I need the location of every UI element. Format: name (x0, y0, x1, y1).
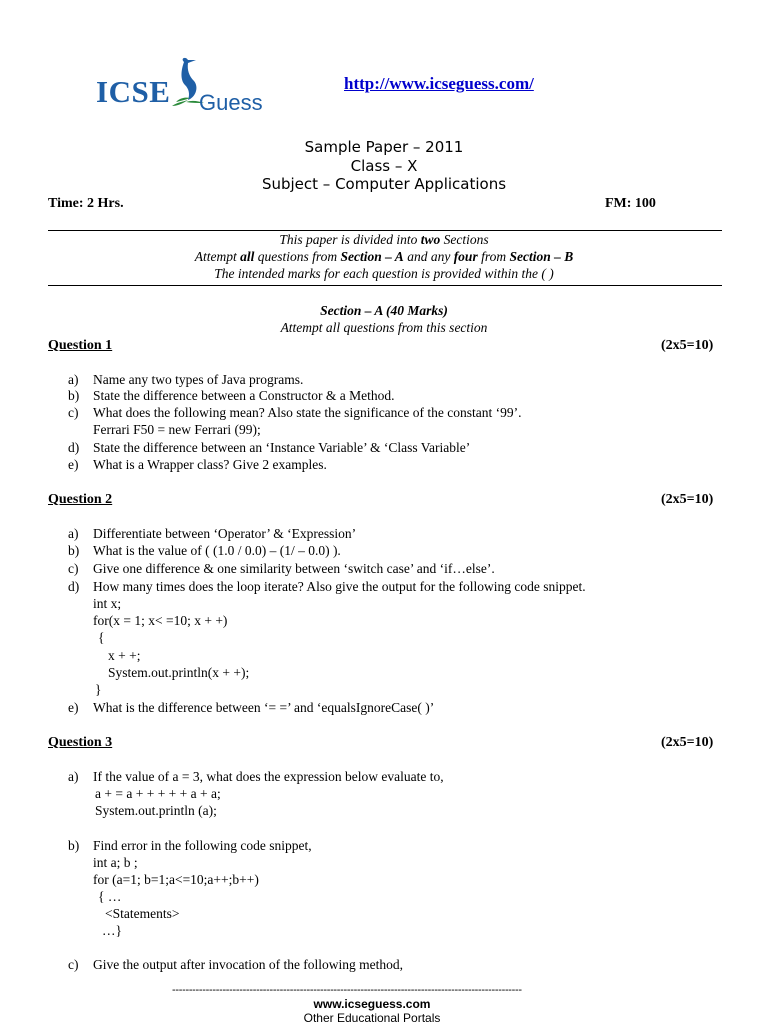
divider-bottom (48, 285, 722, 286)
q3-code-line: for (a=1; b=1;a<=10;a++;b++) (93, 872, 259, 887)
q2-item-text: What is the value of ( (1.0 / 0.0) – (1/ – 0.0) ). (93, 543, 341, 558)
q2-item-text: What is the difference between ‘= =’ and ‘equalsIgnoreCase( )’ (93, 700, 435, 715)
full-marks: FM: 100 (605, 196, 656, 211)
q2-item-text: Give one difference & one similarity between ‘switch case’ and ‘if…else’. (93, 561, 495, 576)
q1-item-text: Name any two types of Java programs. (93, 372, 304, 387)
question-3-marks: (2x5=10) (661, 735, 714, 750)
q1-item-text: What is a Wrapper class? Give 2 examples. (93, 457, 327, 472)
q2-item-label: b) (68, 543, 80, 558)
q3-item-text: If the value of a = 3, what does the expression below evaluate to, (93, 769, 444, 784)
q3-code-line: int a; b ; (93, 855, 138, 870)
q1-item-text: State the difference between a Constructor & a Method. (93, 388, 395, 403)
q3-code-line: <Statements> (105, 906, 180, 921)
instruction-line-3: The intended marks for each question is provided within the ( ) (214, 266, 554, 281)
q1-item-label: d) (68, 440, 80, 455)
q1-item-label: e) (68, 457, 79, 472)
q3-item-label: b) (68, 838, 80, 853)
site-url-link[interactable]: http://www.icseguess.com/ (344, 74, 534, 93)
logo-guess-text: Guess (199, 90, 263, 115)
question-1-marks: (2x5=10) (661, 338, 714, 353)
question-2-marks: (2x5=10) (661, 492, 714, 507)
q3-item-text: Give the output after invocation of the following method, (93, 957, 404, 972)
q2-item-label: e) (68, 700, 79, 715)
footer-portal-text: Other Educational Portals (303, 1011, 441, 1025)
q2-code-line: System.out.println(x + +); (108, 665, 250, 680)
instruction-line-1: This paper is divided into two Sections (279, 232, 489, 247)
instruction-line-2: Attempt all questions from Section – A and any four from Section – B (194, 249, 574, 264)
logo-icse-text: ICSE (96, 74, 171, 109)
q1-item-text: What does the following mean? Also state the significance of the constant ‘99’. (93, 405, 522, 420)
q3-item-label: a) (68, 769, 79, 784)
icseguess-logo (96, 74, 263, 115)
q1-item-label: a) (68, 372, 79, 387)
q2-code-line: for(x = 1; x< =10; x + +) (93, 613, 228, 628)
paper-title: Sample Paper – 2011 (304, 138, 464, 156)
question-3-heading: Question 3 (48, 735, 113, 750)
q1-item-label: c) (68, 405, 79, 420)
q3-item-label: c) (68, 957, 79, 972)
q2-code-line: { (98, 630, 105, 645)
q3-item-text: Find error in the following code snippet, (93, 838, 312, 853)
q1-item-code: Ferrari F50 = new Ferrari (99); (93, 422, 261, 437)
q2-item-text: How many times does the loop iterate? Also give the output for the following code snippet. (93, 579, 586, 594)
section-a-title: Section – A (40 Marks) (320, 303, 448, 318)
class-line: Class – X (350, 157, 418, 175)
q2-code-line: } (95, 682, 102, 697)
footer-dashed-rule: -------------------------------------------------------------------------------------------------------- (172, 984, 522, 996)
q3-code-line: System.out.println (a); (95, 803, 217, 818)
q3-code-line: { … (98, 889, 122, 904)
q3-code-line: …} (102, 923, 122, 938)
q1-item-label: b) (68, 388, 80, 403)
footer-site[interactable]: www.icseguess.com (313, 997, 431, 1011)
q2-code-line: x + +; (108, 648, 141, 663)
q2-item-label: c) (68, 561, 79, 576)
q2-item-label: d) (68, 579, 80, 594)
q2-item-text: Differentiate between ‘Operator’ & ‘Expression’ (93, 526, 357, 541)
section-a-subtitle: Attempt all questions from this section (280, 320, 488, 335)
q3-code-line: a + = a + + + + + a + a; (95, 786, 221, 801)
subject-line: Subject – Computer Applications (261, 175, 507, 193)
question-1-heading: Question 1 (48, 338, 113, 353)
divider-top (48, 230, 722, 231)
q2-code-line: int x; (93, 596, 122, 611)
q1-item-text: State the difference between an ‘Instance Variable’ & ‘Class Variable’ (93, 440, 471, 455)
time-allowed: Time: 2 Hrs. (48, 196, 124, 211)
q2-item-label: a) (68, 526, 79, 541)
question-2-heading: Question 2 (48, 492, 113, 507)
